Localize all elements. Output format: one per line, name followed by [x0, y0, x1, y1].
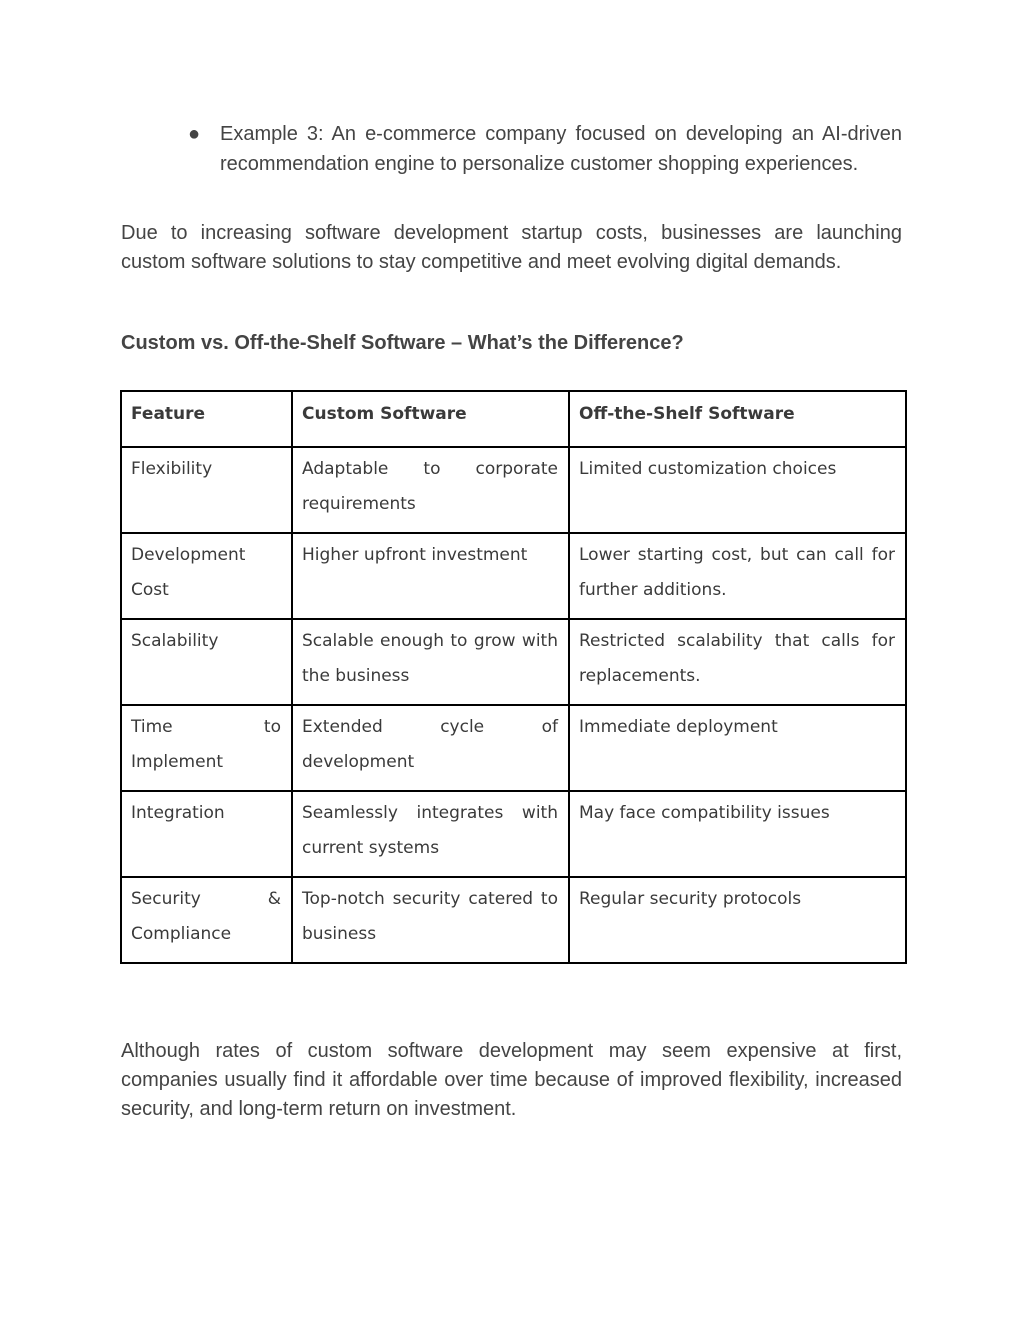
comparison-table: [120, 390, 907, 964]
table-cell-off-the-shelf: Immediate deployment: [569, 705, 906, 791]
table-header-row: [121, 391, 906, 447]
closing-paragraph: Although rates of custom software development may seem expensive at first, companies usually find it affordable over time because of improved flexibility, increased security, and long-term return on investment.: [121, 1040, 902, 1120]
table-row: [121, 619, 906, 705]
header-custom-software: Custom Software: [292, 391, 569, 447]
table-row: [121, 705, 906, 791]
header-off-the-shelf-software: Off-the-Shelf Software: [569, 391, 906, 447]
table-cell-custom: Seamlessly integrates with current systems: [292, 791, 569, 877]
table-cell-feature: Development Cost: [121, 533, 292, 619]
table-cell-feature: Flexibility: [121, 447, 292, 533]
table-cell-off-the-shelf: Lower starting cost, but can call for further additions.: [569, 533, 906, 619]
bullet-text: Example 3: An e-commerce company focused on developing an AI-driven recommendation engine to personalize customer shopping experiences.: [220, 123, 902, 175]
table-cell-feature: Time to Implement: [121, 705, 292, 791]
header-feature: Feature: [121, 391, 292, 447]
table-row: [121, 447, 906, 533]
table-cell-custom: Higher upfront investment: [292, 533, 569, 619]
table-cell-feature: Integration: [121, 791, 292, 877]
table-cell-off-the-shelf: Regular security protocols: [569, 877, 906, 963]
table-cell-feature: Scalability: [121, 619, 292, 705]
table-cell-off-the-shelf: Limited customization choices: [569, 447, 906, 533]
section-heading: Custom vs. Off-the-Shelf Software – What’s the Difference?: [121, 332, 684, 354]
table-cell-off-the-shelf: May face compatibility issues: [569, 791, 906, 877]
table-cell-feature: Security & Compliance: [121, 877, 292, 963]
intro-paragraph: Due to increasing software development startup costs, businesses are launching custom software solutions to stay competitive and meet evolving digital demands.: [121, 222, 902, 273]
table-cell-custom: Adaptable to corporate requirements: [292, 447, 569, 533]
table-row: [121, 877, 906, 963]
table-cell-custom: Top-notch security catered to business: [292, 877, 569, 963]
bullet-icon: ●: [188, 123, 201, 145]
table-cell-custom: Scalable enough to grow with the business: [292, 619, 569, 705]
table-row: [121, 533, 906, 619]
table-cell-custom: Extended cycle of development: [292, 705, 569, 791]
table-row: [121, 791, 906, 877]
bullet-list-item: [188, 119, 902, 179]
table-cell-off-the-shelf: Restricted scalability that calls for replacements.: [569, 619, 906, 705]
